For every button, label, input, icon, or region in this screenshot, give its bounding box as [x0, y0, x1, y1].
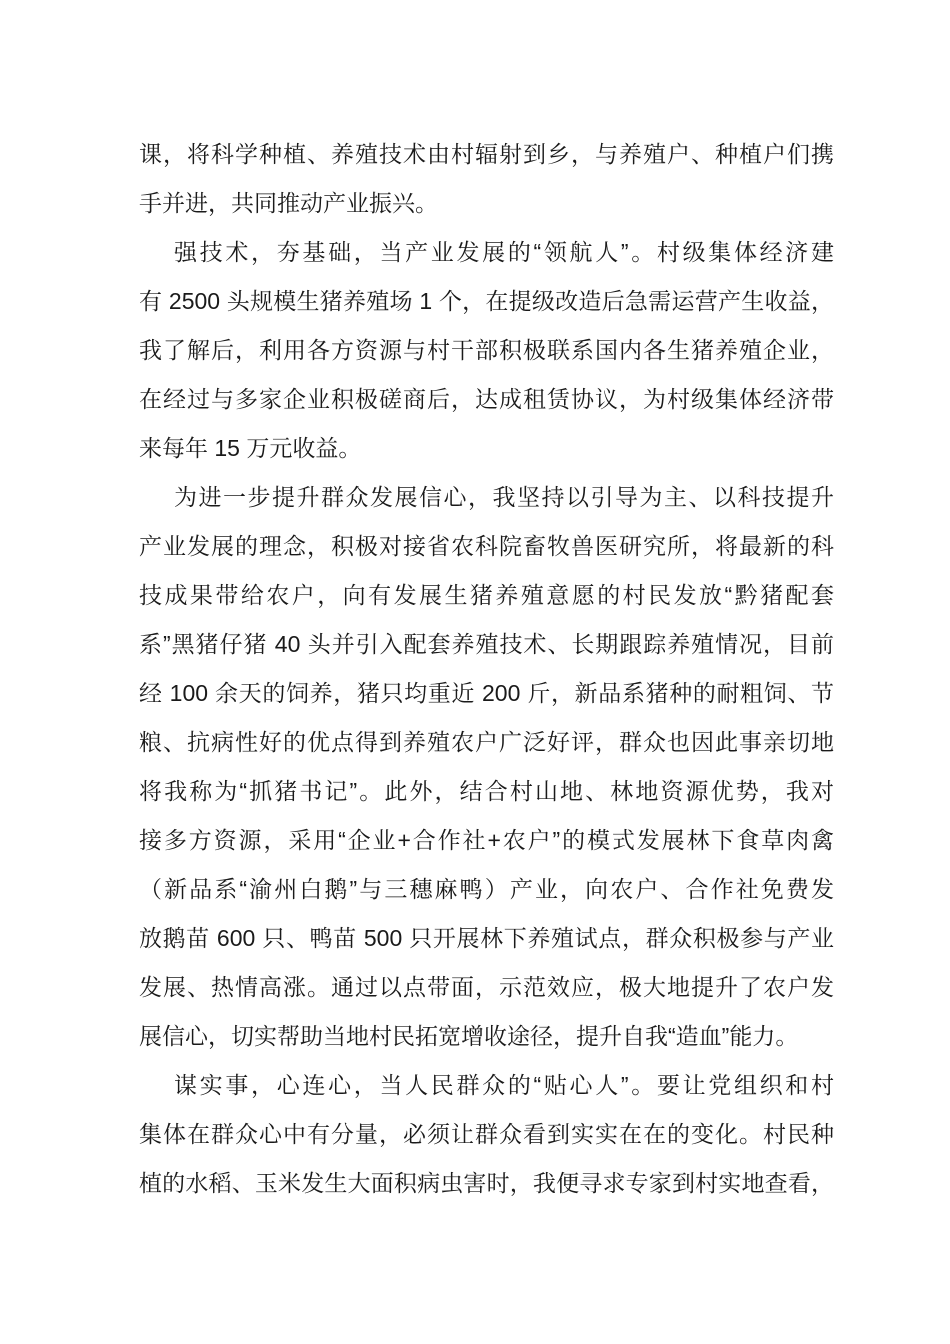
document-body — [139, 130, 834, 1208]
text-line: 接多方资源，采用“企业+合作社+农户”的模式发展林下食草肉禽 — [139, 827, 834, 853]
text-line: 为进一步提升群众发展信心，我坚持以引导为主、以科技提升 — [174, 484, 834, 510]
text-line: 在经过与多家企业积极磋商后，达成租赁协议，为村级集体经济带 — [139, 386, 834, 412]
text-line: 有 2500 头规模生猪养殖场 1 个，在提级改造后急需运营产生收益， — [139, 288, 834, 314]
paragraph — [139, 1061, 834, 1208]
paragraph — [139, 130, 834, 228]
text-line: 粮、抗病性好的优点得到养殖农户广泛好评，群众也因此事亲切地 — [139, 729, 834, 755]
text-line: 来每年 15 万元收益。 — [139, 435, 362, 461]
text-line: 产业发展的理念，积极对接省农科院畜牧兽医研究所，将最新的科 — [139, 533, 834, 559]
text-line: 植的水稻、玉米发生大面积病虫害时，我便寻求专家到村实地查看， — [139, 1170, 834, 1196]
text-line: 发展、热情高涨。通过以点带面，示范效应，极大地提升了农户发 — [139, 974, 834, 1000]
text-line: 强技术，夯基础，当产业发展的“领航人”。村级集体经济建 — [174, 239, 834, 265]
text-line: 系”黑猪仔猪 40 头并引入配套养殖技术、长期跟踪养殖情况，目前 — [139, 631, 834, 657]
text-line: 谋实事，心连心，当人民群众的“贴心人”。要让党组织和村 — [174, 1072, 834, 1098]
text-line: 课，将科学种植、养殖技术由村辐射到乡，与养殖户、种植户们携 — [139, 141, 834, 167]
paragraph — [139, 228, 834, 473]
text-line: 经 100 余天的饲养，猪只均重近 200 斤，新品系猪种的耐粗饲、节 — [139, 680, 834, 706]
text-line: 我了解后，利用各方资源与村干部积极联系国内各生猪养殖企业， — [139, 337, 834, 363]
text-line: 手并进，共同推动产业振兴。 — [139, 190, 438, 216]
paragraph — [139, 473, 834, 1061]
text-line: 放鹅苗 600 只、鸭苗 500 只开展林下养殖试点，群众积极参与产业 — [139, 925, 834, 951]
text-line: （新品系“渝州白鹅”与三穗麻鸭）产业，向农户、合作社免费发 — [139, 876, 834, 902]
text-line: 技成果带给农户，向有发展生猪养殖意愿的村民发放“黔猪配套 — [139, 582, 834, 608]
text-line: 集体在群众心中有分量，必须让群众看到实实在在的变化。村民种 — [139, 1121, 834, 1147]
text-line: 将我称为“抓猪书记”。此外，结合村山地、林地资源优势，我对 — [139, 778, 834, 804]
text-line: 展信心，切实帮助当地村民拓宽增收途径，提升自我“造血”能力。 — [139, 1023, 799, 1049]
